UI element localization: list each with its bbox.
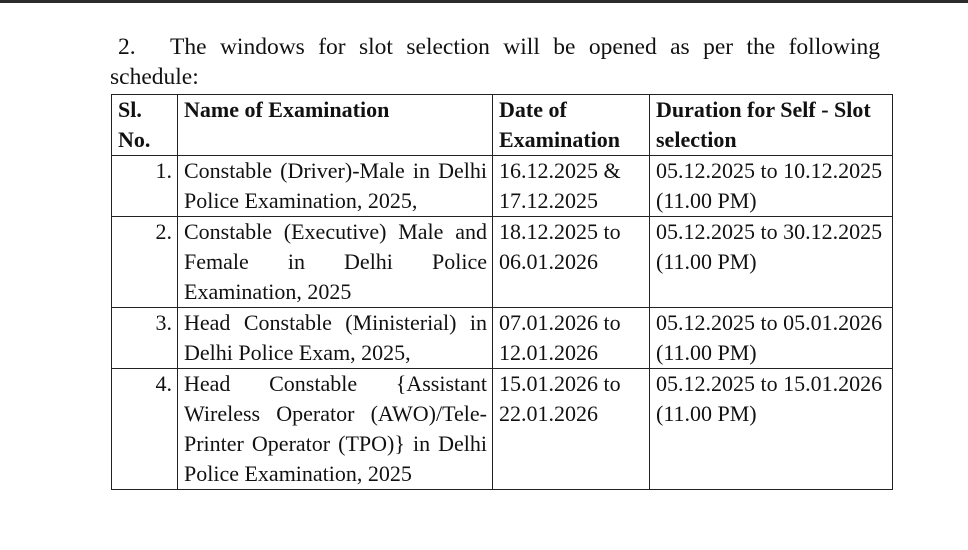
header-duration: Duration for Self - Slot selection	[650, 95, 893, 156]
row-exam-name: Constable (Driver)-Male in Delhi Police Examination, 2025,	[178, 156, 493, 217]
top-border	[0, 0, 968, 3]
header-date-of-examination: Date of Examination	[493, 95, 650, 156]
row-exam-name: Head Constable {Assistant Wireless Operator (AWO)/Tele-Printer Operator (TPO)} in Delhi Police Examination, 2025	[178, 369, 493, 490]
row-sl-no: 3.	[112, 308, 178, 369]
header-sl-no: Sl. No.	[112, 95, 178, 156]
row-slot-duration: 05.12.2025 to 10.12.2025 (11.00 PM)	[650, 156, 893, 217]
row-sl-no: 4.	[112, 369, 178, 490]
row-sl-no: 2.	[112, 217, 178, 308]
row-slot-duration: 05.12.2025 to 15.01.2026 (11.00 PM)	[650, 369, 893, 490]
paragraph-text: The windows for slot selection will be opened as per the following schedule:	[110, 34, 880, 90]
row-exam-date: 07.01.2026 to 12.01.2026	[493, 308, 650, 369]
table-row	[112, 308, 893, 369]
row-exam-name: Constable (Executive) Male and Female in Delhi Police Examination, 2025	[178, 217, 493, 308]
row-exam-date: 15.01.2026 to 22.01.2026	[493, 369, 650, 490]
table-row	[112, 156, 893, 217]
row-sl-no: 1.	[112, 156, 178, 217]
table-header-row	[112, 95, 893, 156]
row-exam-name: Head Constable (Ministerial) in Delhi Police Exam, 2025,	[178, 308, 493, 369]
header-name-of-examination: Name of Examination	[178, 95, 493, 156]
row-exam-date: 16.12.2025 & 17.12.2025	[493, 156, 650, 217]
row-slot-duration: 05.12.2025 to 30.12.2025 (11.00 PM)	[650, 217, 893, 308]
row-exam-date: 18.12.2025 to 06.01.2026	[493, 217, 650, 308]
table-row	[112, 369, 893, 490]
slot-schedule-table	[111, 94, 893, 490]
row-slot-duration: 05.12.2025 to 05.01.2026 (11.00 PM)	[650, 308, 893, 369]
paragraph-number: 2.	[118, 34, 136, 60]
schedule-paragraph	[110, 32, 880, 92]
table-row	[112, 217, 893, 308]
